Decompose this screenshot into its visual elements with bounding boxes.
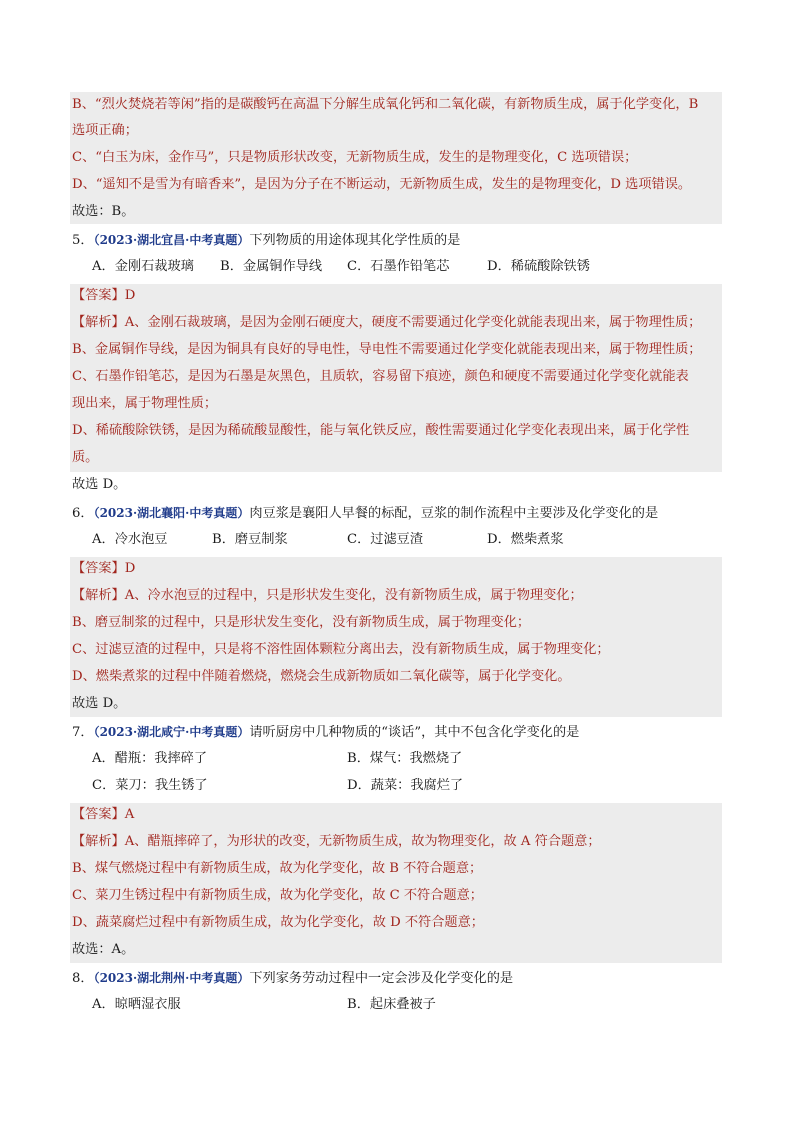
q8-source: （2023·湖北荆州·中考真题） [93, 971, 250, 985]
q6-option-d: D．燃柴煮浆 [487, 532, 564, 547]
q5-analysis-line5: D、稀硫酸除铁锈，是因为稀硫酸显酸性，能与氧化铁反应，酸性需要通过化学变化表现出来，属于化学性 [72, 423, 690, 438]
q5-source: （2023·湖北宜昌·中考真题） [93, 233, 250, 247]
q6-stem: 肉豆浆是襄阳人早餐的标配，豆浆的制作流程中主要涉及化学变化的是 [249, 506, 659, 521]
q7-analysis-line3: C、菜刀生锈过程中有新物质生成，故为化学变化，故 C 不符合题意； [72, 888, 483, 903]
q4-analysis-d-line: D、“遥知不是雪为有暗香来”，是因为分子在不断运动，无新物质生成，发生的是物理变化，D 选项错误。 [72, 177, 692, 192]
q5-question [72, 230, 460, 251]
q7-analysis-line1 [72, 832, 601, 852]
q7-question [72, 722, 579, 743]
q5-number: 5． [72, 233, 94, 248]
q7-option-a: A．醋瓶：我摔碎了 [92, 751, 208, 766]
q7-conclusion: 故选：A。 [72, 942, 135, 957]
q5-option-d: D．稀硫酸除铁锈 [487, 259, 590, 274]
q6-analysis-line4: D、燃柴煮浆的过程中伴随着燃烧，燃烧会生成新物质如二氧化碳等，属于化学变化。 [72, 669, 571, 684]
q6-analysis-label: 【解析】 [72, 588, 125, 603]
q8-option-a: A．晾晒湿衣服 [92, 997, 181, 1012]
q7-analysis-label: 【解析】 [72, 834, 125, 849]
q5-answer-label: 【答案】 [72, 288, 125, 303]
q5-conclusion: 故选 D。 [72, 477, 127, 492]
q7-source: （2023·湖北咸宁·中考真题） [93, 725, 250, 739]
q7-number: 7． [72, 725, 94, 740]
q5-analysis-label: 【解析】 [72, 315, 125, 330]
q7-stem: 请听厨房中几种物质的“谈话”，其中不包含化学变化的是 [249, 725, 580, 740]
q6-analysis-line1 [72, 586, 583, 606]
q5-analysis-line2: B、金属铜作导线，是因为铜具有良好的导电性，导电性不需要通过化学变化就能表现出来，属于物理性质； [72, 342, 702, 357]
q6-analysis-text: A、冷水泡豆的过程中，只是形状发生变化，没有新物质生成，属于物理变化； [124, 588, 583, 603]
q5-option-a: A．金刚石裁玻璃 [92, 259, 194, 274]
q8-question [72, 968, 513, 989]
q5-option-b: B．金属铜作导线 [220, 259, 323, 274]
q6-analysis-line3: C、过滤豆渣的过程中，只是将不溶性固体颗粒分离出去，没有新物质生成，属于物理变化； [72, 642, 610, 657]
q6-conclusion: 故选 D。 [72, 696, 127, 711]
q4-analysis-b-line1: B、“烈火焚烧若等闲”指的是碳酸钙在高温下分解生成氧化钙和二氧化碳，有新物质生成，属于化学变化，B [72, 97, 699, 112]
q7-answer-value: A [124, 807, 135, 822]
q4-conclusion: 故选：B。 [72, 204, 135, 219]
q6-answer-shade [70, 557, 722, 717]
q7-option-c: C．菜刀：我生锈了 [92, 778, 208, 793]
q7-analysis-text: A、醋瓶摔碎了，为形状的改变，无新物质生成，故为物理变化，故 A 符合题意； [124, 834, 601, 849]
q6-question [72, 503, 658, 524]
q6-option-c: C．过滤豆渣 [347, 532, 424, 547]
q6-answer [72, 559, 135, 579]
q7-answer [72, 805, 134, 825]
q5-analysis-line4: 现出来，属于物理性质； [72, 396, 218, 411]
q8-option-b: B．起床叠被子 [347, 997, 436, 1012]
q6-option-b: B．磨豆制浆 [212, 532, 288, 547]
q6-number: 6． [72, 506, 94, 521]
q5-answer [72, 286, 135, 306]
q5-stem: 下列物质的用途体现其化学性质的是 [249, 233, 461, 248]
q6-answer-value: D [124, 561, 136, 576]
q7-answer-label: 【答案】 [72, 807, 125, 822]
q6-option-a: A．冷水泡豆 [92, 532, 168, 547]
q6-answer-label: 【答案】 [72, 561, 125, 576]
q4-analysis-c-line: C、“白玉为床，金作马”，只是物质形状改变，无新物质生成，发生的是物理变化，C 选项错误； [72, 150, 638, 165]
q4-analysis-b-line2: 选项正确； [72, 123, 138, 138]
q7-option-d: D．蔬菜：我腐烂了 [347, 778, 464, 793]
q8-number: 8． [72, 971, 94, 986]
q7-analysis-line4: D、蔬菜腐烂过程中有新物质生成，故为化学变化，故 D 不符合题意； [72, 915, 484, 930]
q8-stem: 下列家务劳动过程中一定会涉及化学变化的是 [249, 971, 514, 986]
q7-option-b: B．煤气：我燃烧了 [347, 751, 463, 766]
q7-analysis-line2: B、煤气燃烧过程中有新物质生成，故为化学变化，故 B 不符合题意； [72, 861, 483, 876]
q5-analysis-line1 [72, 313, 701, 333]
q6-source: （2023·湖北襄阳·中考真题） [93, 506, 250, 520]
q5-analysis-text: A、金刚石裁玻璃，是因为金刚石硬度大，硬度不需要通过化学变化就能表现出来，属于物理性质； [124, 315, 702, 330]
q5-answer-value: D [124, 288, 136, 303]
q5-analysis-line6: 质。 [72, 450, 99, 465]
q7-answer-shade [70, 803, 722, 963]
q5-analysis-line3: C、石墨作铅笔芯，是因为石墨是灰黑色，且质软，容易留下痕迹，颜色和硬度不需要通过化学变化就能表 [72, 369, 689, 384]
q5-option-c: C．石墨作铅笔芯 [347, 259, 450, 274]
q6-analysis-line2: B、磨豆制浆的过程中，只是形状发生变化，没有新物质生成，属于物理变化； [72, 615, 531, 630]
